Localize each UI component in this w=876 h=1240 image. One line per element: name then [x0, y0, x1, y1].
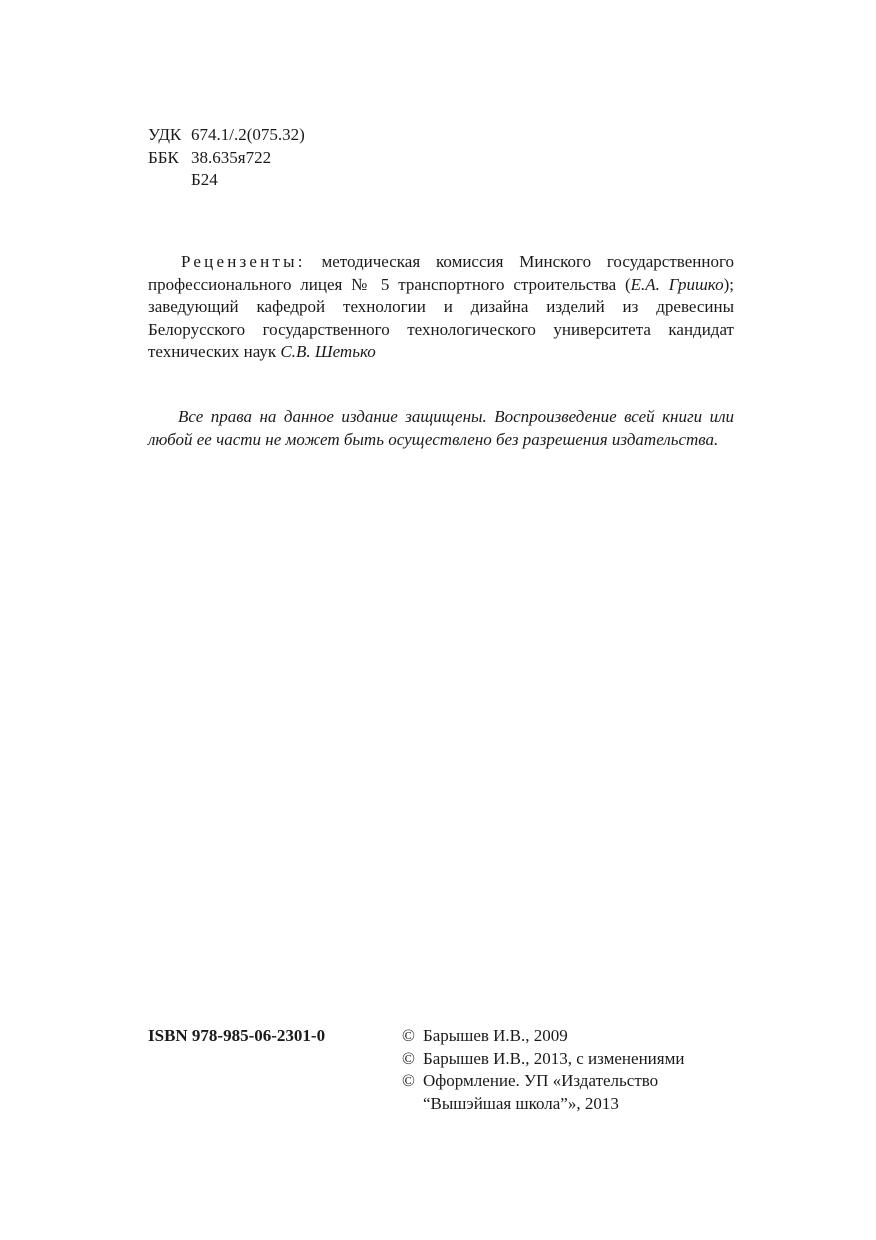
bbk-value: 38.635я722: [191, 147, 272, 167]
copyright-item: [402, 1048, 736, 1071]
classification-block: [148, 124, 305, 192]
copyright-text: Барышев И.В., 2013, с изменениями: [423, 1048, 685, 1068]
reviewers-label: Рецензенты:: [181, 252, 306, 271]
udk-value: 674.1/.2(075.32): [191, 125, 305, 144]
copyright-symbol: ©: [402, 1071, 415, 1090]
rights-notice: Все права на данное издание защищены. Воспроизведение всей книги или любой ее части не может быть осуществлено без разрешения издательства.: [148, 407, 734, 449]
copyright-symbol: ©: [402, 1048, 415, 1068]
reviewer-2-name: С.В. Шетько: [280, 342, 376, 361]
reviewers-paragraph: [148, 251, 734, 364]
copyright-text: Барышев И.В., 2009: [423, 1026, 568, 1045]
author-mark-row: [148, 169, 305, 192]
author-mark: Б24: [191, 170, 218, 189]
reviewers-block: [148, 251, 734, 364]
reviewers-text-1: методическая комиссия Минского государственного профессионального лицея № 5 транспортного строительства (: [148, 252, 734, 294]
bbk-row: [148, 147, 305, 170]
udk-label: УДК: [148, 125, 182, 144]
reviewers-text-2: ); заведующий кафедрой технологии и дизайна изделий из древесины Белорусского государственного технологического университета кандидат технических наук: [148, 274, 734, 361]
copyright-list: [402, 1025, 736, 1115]
copyright-symbol: ©: [402, 1026, 415, 1045]
copyright-item: [402, 1070, 736, 1115]
bbk-label: ББК: [148, 147, 179, 167]
udk-row: [148, 124, 305, 147]
copyright-item: [402, 1025, 736, 1048]
copyright-text: Оформление. УП «Издательство “Вышэйшая школа”», 2013: [423, 1071, 659, 1113]
rights-block: [148, 406, 734, 451]
reviewer-1-name: Е.А. Гришко: [630, 274, 724, 294]
isbn-number: ISBN 978-985-06-2301-0: [148, 1026, 326, 1045]
